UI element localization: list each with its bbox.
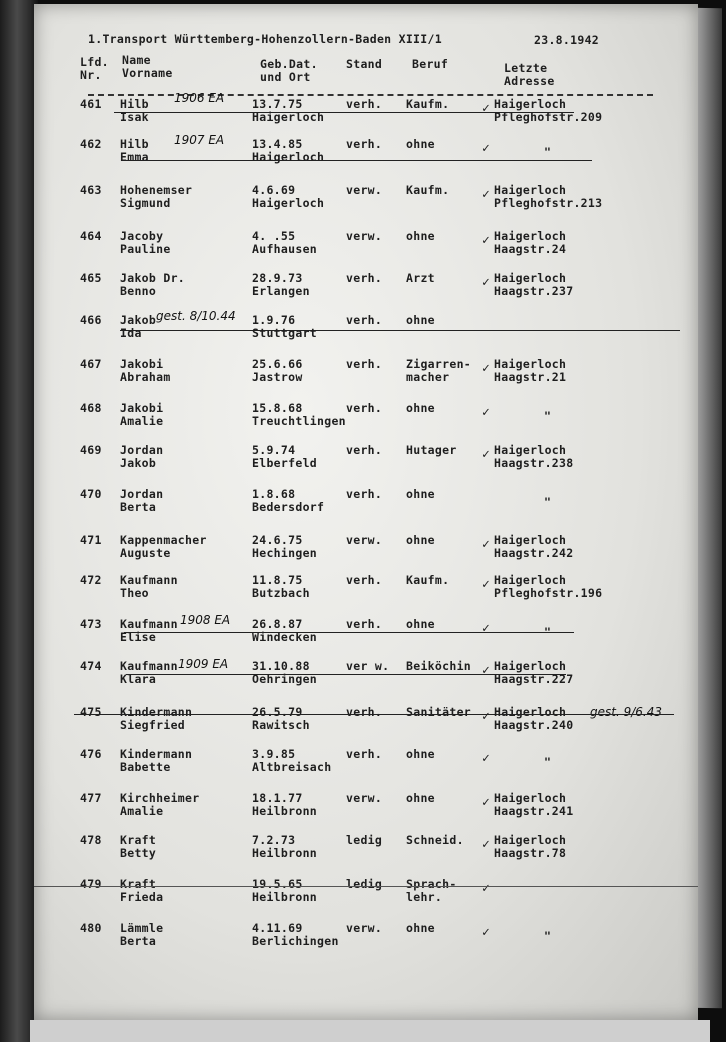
- person-name: Jacoby Pauline: [120, 229, 171, 256]
- row-number: 469: [80, 443, 102, 457]
- table-row: [34, 574, 698, 620]
- last-address: Haigerloch Haagstr.240: [494, 705, 574, 732]
- person-name: Jakob Ida: [120, 313, 157, 340]
- occupation: ohne: [406, 617, 435, 631]
- handwritten-note: 1906 EA: [174, 91, 225, 105]
- strike-through-line: [74, 714, 674, 715]
- person-name: Hilb Emma: [120, 137, 149, 164]
- document-title: 1.Transport Württemberg-Hohenzollern-Baden XIII/1: [88, 32, 442, 46]
- marital-status: verh.: [346, 97, 383, 111]
- check-mark: ✓: [482, 709, 491, 724]
- last-address: Haigerloch Haagstr.21: [494, 357, 567, 384]
- person-name: Kirchheimer Amalie: [120, 791, 200, 818]
- row-number: 464: [80, 229, 102, 243]
- occupation: ohne: [406, 791, 435, 805]
- table-row: [34, 792, 698, 838]
- handwritten-note: 1907 EA: [174, 133, 225, 147]
- table-row: [34, 309, 698, 360]
- table-row: [34, 834, 698, 880]
- birth-date-place: 4. .55 Aufhausen: [252, 229, 318, 256]
- birth-date-place: 31.10.88 Oehringen: [252, 659, 318, 686]
- table-row: [34, 488, 698, 534]
- last-address: Haigerloch Haagstr.242: [494, 533, 574, 560]
- row-number: 480: [80, 921, 102, 935]
- row-number: 471: [80, 533, 102, 547]
- handwritten-note: gest. 9/6.43: [590, 705, 662, 719]
- last-address: Haigerloch Pfleghofstr.196: [494, 573, 603, 600]
- handwritten-note: 1909 EA: [178, 657, 229, 671]
- birth-date-place: 7.2.73 Heilbronn: [252, 833, 318, 860]
- row-number: 475: [80, 705, 102, 719]
- table-row: [34, 613, 698, 664]
- occupation: Sprach- lehr.: [406, 877, 457, 904]
- occupation: ohne: [406, 747, 435, 761]
- last-address: Haigerloch Haagstr.24: [494, 229, 567, 256]
- birth-date-place: 4.6.69 Haigerloch: [252, 183, 325, 210]
- check-mark: ✓: [482, 101, 491, 116]
- table-row: [34, 230, 698, 276]
- row-number: 467: [80, 357, 102, 371]
- birth-date-place: 18.1.77 Heilbronn: [252, 791, 318, 818]
- person-name: Jordan Jakob: [120, 443, 164, 470]
- check-mark: ✓: [482, 275, 491, 290]
- person-name: Hilb Isak: [120, 97, 149, 124]
- column-header-geb: Geb.Dat. und Ort: [260, 57, 318, 84]
- person-name: Kaufmann Theo: [120, 573, 178, 600]
- check-mark: ✓: [482, 795, 491, 810]
- person-name: Kindermann Babette: [120, 747, 193, 774]
- check-mark: ✓: [482, 187, 491, 202]
- occupation: Kaufm.: [406, 183, 450, 197]
- table-row: [34, 922, 698, 968]
- birth-date-place: 25.6.66 Jastrow: [252, 357, 303, 384]
- check-mark: ✓: [482, 577, 491, 592]
- birth-date-place: 13.4.85 Haigerloch: [252, 137, 325, 164]
- last-address: ": [544, 145, 552, 159]
- check-mark: ✓: [482, 751, 491, 766]
- marital-status: ledig: [346, 833, 383, 847]
- last-address: ": [544, 929, 552, 943]
- birth-date-place: 19.5.65 Heilbronn: [252, 877, 318, 904]
- marital-status: verw.: [346, 533, 383, 547]
- table-row: [34, 358, 698, 404]
- last-address: ": [544, 625, 552, 639]
- occupation: Beiköchin: [406, 659, 472, 673]
- strike-through-line: [126, 674, 566, 675]
- marital-status: ver w.: [346, 659, 390, 673]
- handwritten-note: 1908 EA: [180, 613, 231, 627]
- last-address: Haigerloch Haagstr.238: [494, 443, 574, 470]
- strike-through-line: [122, 160, 592, 161]
- marital-status: verh.: [346, 443, 383, 457]
- table-row: [34, 657, 698, 706]
- occupation: Zigarren- macher: [406, 357, 472, 384]
- page-rule: [34, 886, 698, 887]
- marital-status: verw.: [346, 229, 383, 243]
- person-name: Jakobi Amalie: [120, 401, 164, 428]
- last-address: Haigerloch Pfleghofstr.213: [494, 183, 603, 210]
- check-mark: ✓: [482, 537, 491, 552]
- column-header-beruf: Beruf: [412, 57, 449, 71]
- occupation: Kaufm.: [406, 573, 450, 587]
- birth-date-place: 15.8.68 Treuchtlingen: [252, 401, 346, 428]
- check-mark: ✓: [482, 447, 491, 462]
- person-name: Kaufmann Klara: [120, 659, 178, 686]
- row-number: 473: [80, 617, 102, 631]
- row-number: 476: [80, 747, 102, 761]
- column-header-stand: Stand: [346, 57, 383, 71]
- strike-through-line: [120, 330, 680, 331]
- row-number: 474: [80, 659, 102, 673]
- person-name: Kraft Frieda: [120, 877, 164, 904]
- handwritten-note: gest. 8/10.44: [156, 309, 236, 323]
- marital-status: verh.: [346, 705, 383, 719]
- row-number: 466: [80, 313, 102, 327]
- birth-date-place: 13.7.75 Haigerloch: [252, 97, 325, 124]
- marital-status: verw.: [346, 791, 383, 805]
- occupation: Arzt: [406, 271, 435, 285]
- person-name: Jakob Dr. Benno: [120, 271, 186, 298]
- table-row: [34, 184, 698, 230]
- birth-date-place: 26.8.87 Windecken: [252, 617, 318, 644]
- birth-date-place: 4.11.69 Berlichingen: [252, 921, 339, 948]
- birth-date-place: 3.9.85 Altbreisach: [252, 747, 332, 774]
- column-header-nr: Lfd. Nr.: [80, 55, 109, 82]
- row-number: 465: [80, 271, 102, 285]
- row-number: 463: [80, 183, 102, 197]
- last-address: Haigerloch Haagstr.237: [494, 271, 574, 298]
- table-row: [34, 878, 698, 924]
- document-date: 23.8.1942: [534, 33, 600, 47]
- marital-status: verh.: [346, 357, 383, 371]
- occupation: ohne: [406, 533, 435, 547]
- check-mark: ✓: [482, 663, 491, 678]
- occupation: ohne: [406, 401, 435, 415]
- birth-date-place: 26.5.79 Rawitsch: [252, 705, 310, 732]
- marital-status: verw.: [346, 921, 383, 935]
- table-row: [34, 748, 698, 794]
- person-name: Jakobi Abraham: [120, 357, 171, 384]
- book-binding: [0, 0, 38, 1042]
- row-number: 470: [80, 487, 102, 501]
- occupation: Sanitäter: [406, 705, 472, 719]
- table-row: [34, 402, 698, 448]
- table-row: [34, 706, 698, 752]
- occupation: ohne: [406, 921, 435, 935]
- check-mark: ✓: [482, 881, 491, 896]
- occupation: Kaufm.: [406, 97, 450, 111]
- check-mark: ✓: [482, 925, 491, 940]
- person-name: Kappenmacher Auguste: [120, 533, 207, 560]
- birth-date-place: 11.8.75 Butzbach: [252, 573, 310, 600]
- table-row: [34, 133, 698, 184]
- person-name: Kaufmann Elise: [120, 617, 178, 644]
- check-mark: ✓: [482, 233, 491, 248]
- marital-status: verw.: [346, 183, 383, 197]
- row-number: 477: [80, 791, 102, 805]
- row-number: 472: [80, 573, 102, 587]
- birth-date-place: 1.9.76 Stuttgart: [252, 313, 318, 340]
- birth-date-place: 24.6.75 Hechingen: [252, 533, 318, 560]
- birth-date-place: 28.9.73 Erlangen: [252, 271, 310, 298]
- header-rule: [88, 94, 653, 96]
- person-name: Kindermann Siegfried: [120, 705, 193, 732]
- person-name: Jordan Berta: [120, 487, 164, 514]
- birth-date-place: 1.8.68 Bedersdorf: [252, 487, 325, 514]
- document-page: [34, 4, 698, 1020]
- last-address: ": [544, 495, 552, 509]
- person-name: Kraft Betty: [120, 833, 157, 860]
- marital-status: verh.: [346, 573, 383, 587]
- check-mark: ✓: [482, 405, 491, 420]
- occupation: ohne: [406, 313, 435, 327]
- marital-status: verh.: [346, 487, 383, 501]
- column-header-name: Name Vorname: [122, 53, 173, 80]
- marital-status: ledig: [346, 877, 383, 891]
- last-address: Haigerloch Pfleghofstr.209: [494, 97, 603, 124]
- marital-status: verh.: [346, 401, 383, 415]
- column-header-adresse: Letzte Adresse: [504, 61, 555, 88]
- check-mark: ✓: [482, 837, 491, 852]
- last-address: Haigerloch Haagstr.241: [494, 791, 574, 818]
- birth-date-place: 5.9.74 Elberfeld: [252, 443, 318, 470]
- person-name: Lämmle Berta: [120, 921, 164, 948]
- occupation: ohne: [406, 487, 435, 501]
- check-mark: ✓: [482, 621, 491, 636]
- last-address: Haigerloch Haagstr.227: [494, 659, 574, 686]
- row-number: 468: [80, 401, 102, 415]
- strike-through-line: [114, 112, 574, 113]
- last-address: ": [544, 409, 552, 423]
- row-number: 461: [80, 97, 102, 111]
- check-mark: ✓: [482, 141, 491, 156]
- marital-status: verh.: [346, 271, 383, 285]
- strike-through-line: [124, 632, 574, 633]
- marital-status: verh.: [346, 617, 383, 631]
- occupation: Schneid.: [406, 833, 464, 847]
- row-number: 479: [80, 877, 102, 891]
- row-number: 462: [80, 137, 102, 151]
- occupation: ohne: [406, 137, 435, 151]
- marital-status: verh.: [346, 747, 383, 761]
- table-row: [34, 444, 698, 490]
- last-address: Haigerloch Haagstr.78: [494, 833, 567, 860]
- row-number: 478: [80, 833, 102, 847]
- last-address: ": [544, 755, 552, 769]
- marital-status: verh.: [346, 137, 383, 151]
- check-mark: ✓: [482, 361, 491, 376]
- paper-bottom-edge: [30, 1020, 710, 1042]
- table-row: [34, 272, 698, 318]
- marital-status: verh.: [346, 313, 383, 327]
- occupation: ohne: [406, 229, 435, 243]
- occupation: Hutager: [406, 443, 457, 457]
- person-name: Hohenemser Sigmund: [120, 183, 193, 210]
